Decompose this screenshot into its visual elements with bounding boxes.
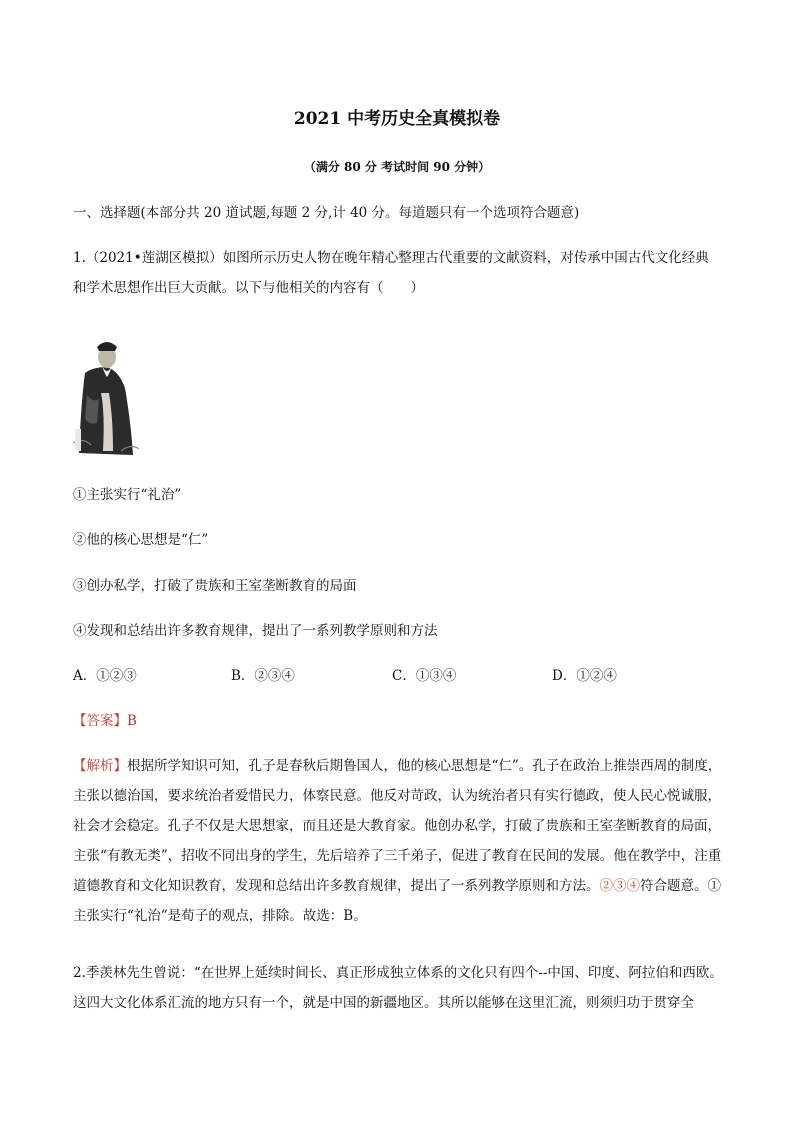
analysis-body: 根据所学知识可知，孔子是春秋后期鲁国人，他的核心思想是“仁”。孔子在政治上推崇西周的制度，主张以德治国，要求统治者爱惜民力，体察民意。他反对苛政，认为统治者只有实行德政，使人民心悦诚服，社会才会稳定。孔子不仅是大思想家，而且还是大教育家。他创办私学，打破了贵族和王室垄断教育的局面，主张“有教无类”，招收不同出身的学生，先后培养了三千弟子，促进了教育在民间的发展。他在教学中，注重道德教育和文化知识教育，发现和总结出许多教育规律，提出了一系列教学原则和方法。 bbox=[73, 758, 722, 894]
option-b: B．②③④ bbox=[231, 668, 295, 684]
question-1-item-1: ①主张实行“礼治” bbox=[73, 487, 182, 503]
page-title: 2021 中考历史全真模拟卷 bbox=[293, 109, 501, 129]
analysis-paragraph bbox=[73, 751, 725, 931]
question-2-text: 2.季羡林先生曾说：“在世界上延续时间长、真正形成独立体系的文化只有四个--中国、印度、阿拉伯和西欧。这四大文化体系汇流的地方只有一个，就是中国的新疆地区。其所以能够在这里汇流，则须归功于贯穿全 bbox=[73, 965, 723, 1011]
question-1-item-2: ②他的核心思想是“仁” bbox=[73, 532, 209, 548]
analysis-answer-highlight: ②③④ bbox=[599, 878, 640, 894]
confucius-portrait bbox=[73, 333, 141, 461]
answer-line bbox=[73, 711, 723, 731]
question-1-line-2: 和学术思想作出巨大贡献。以下与他相关的内容有（ ） bbox=[73, 280, 424, 296]
option-d: D．①②④ bbox=[552, 668, 617, 684]
option-c: C．①③④ bbox=[392, 668, 457, 684]
answer-value: B bbox=[127, 713, 137, 729]
question-1-item-4: ④发现和总结出许多教育规律，提出了一系列教学原则和方法 bbox=[73, 623, 438, 639]
exam-info: （满分 80 分 考试时间 90 分钟） bbox=[303, 160, 491, 174]
answer-tag: 【答案】 bbox=[73, 713, 127, 729]
analysis-tag: 【解析】 bbox=[73, 758, 127, 774]
section-heading: 一、选择题(本部分共 20 道试题,每题 2 分,计 40 分。每道题只有一个选项符合题意) bbox=[73, 205, 580, 221]
question-1-item-3: ③创办私学，打破了贵族和王室垄断教育的局面 bbox=[73, 578, 357, 594]
option-a: A．①②③ bbox=[73, 668, 137, 684]
question-1-line-1: 1.（2021•莲湖区模拟）如图所示历史人物在晚年精心整理古代重要的文献资料，对传承中国古代文化经典 bbox=[73, 250, 709, 266]
analysis-conclusion: 符合题意。①主张实行“礼治”是荀子的观点，排除。故选：B。 bbox=[73, 878, 721, 924]
